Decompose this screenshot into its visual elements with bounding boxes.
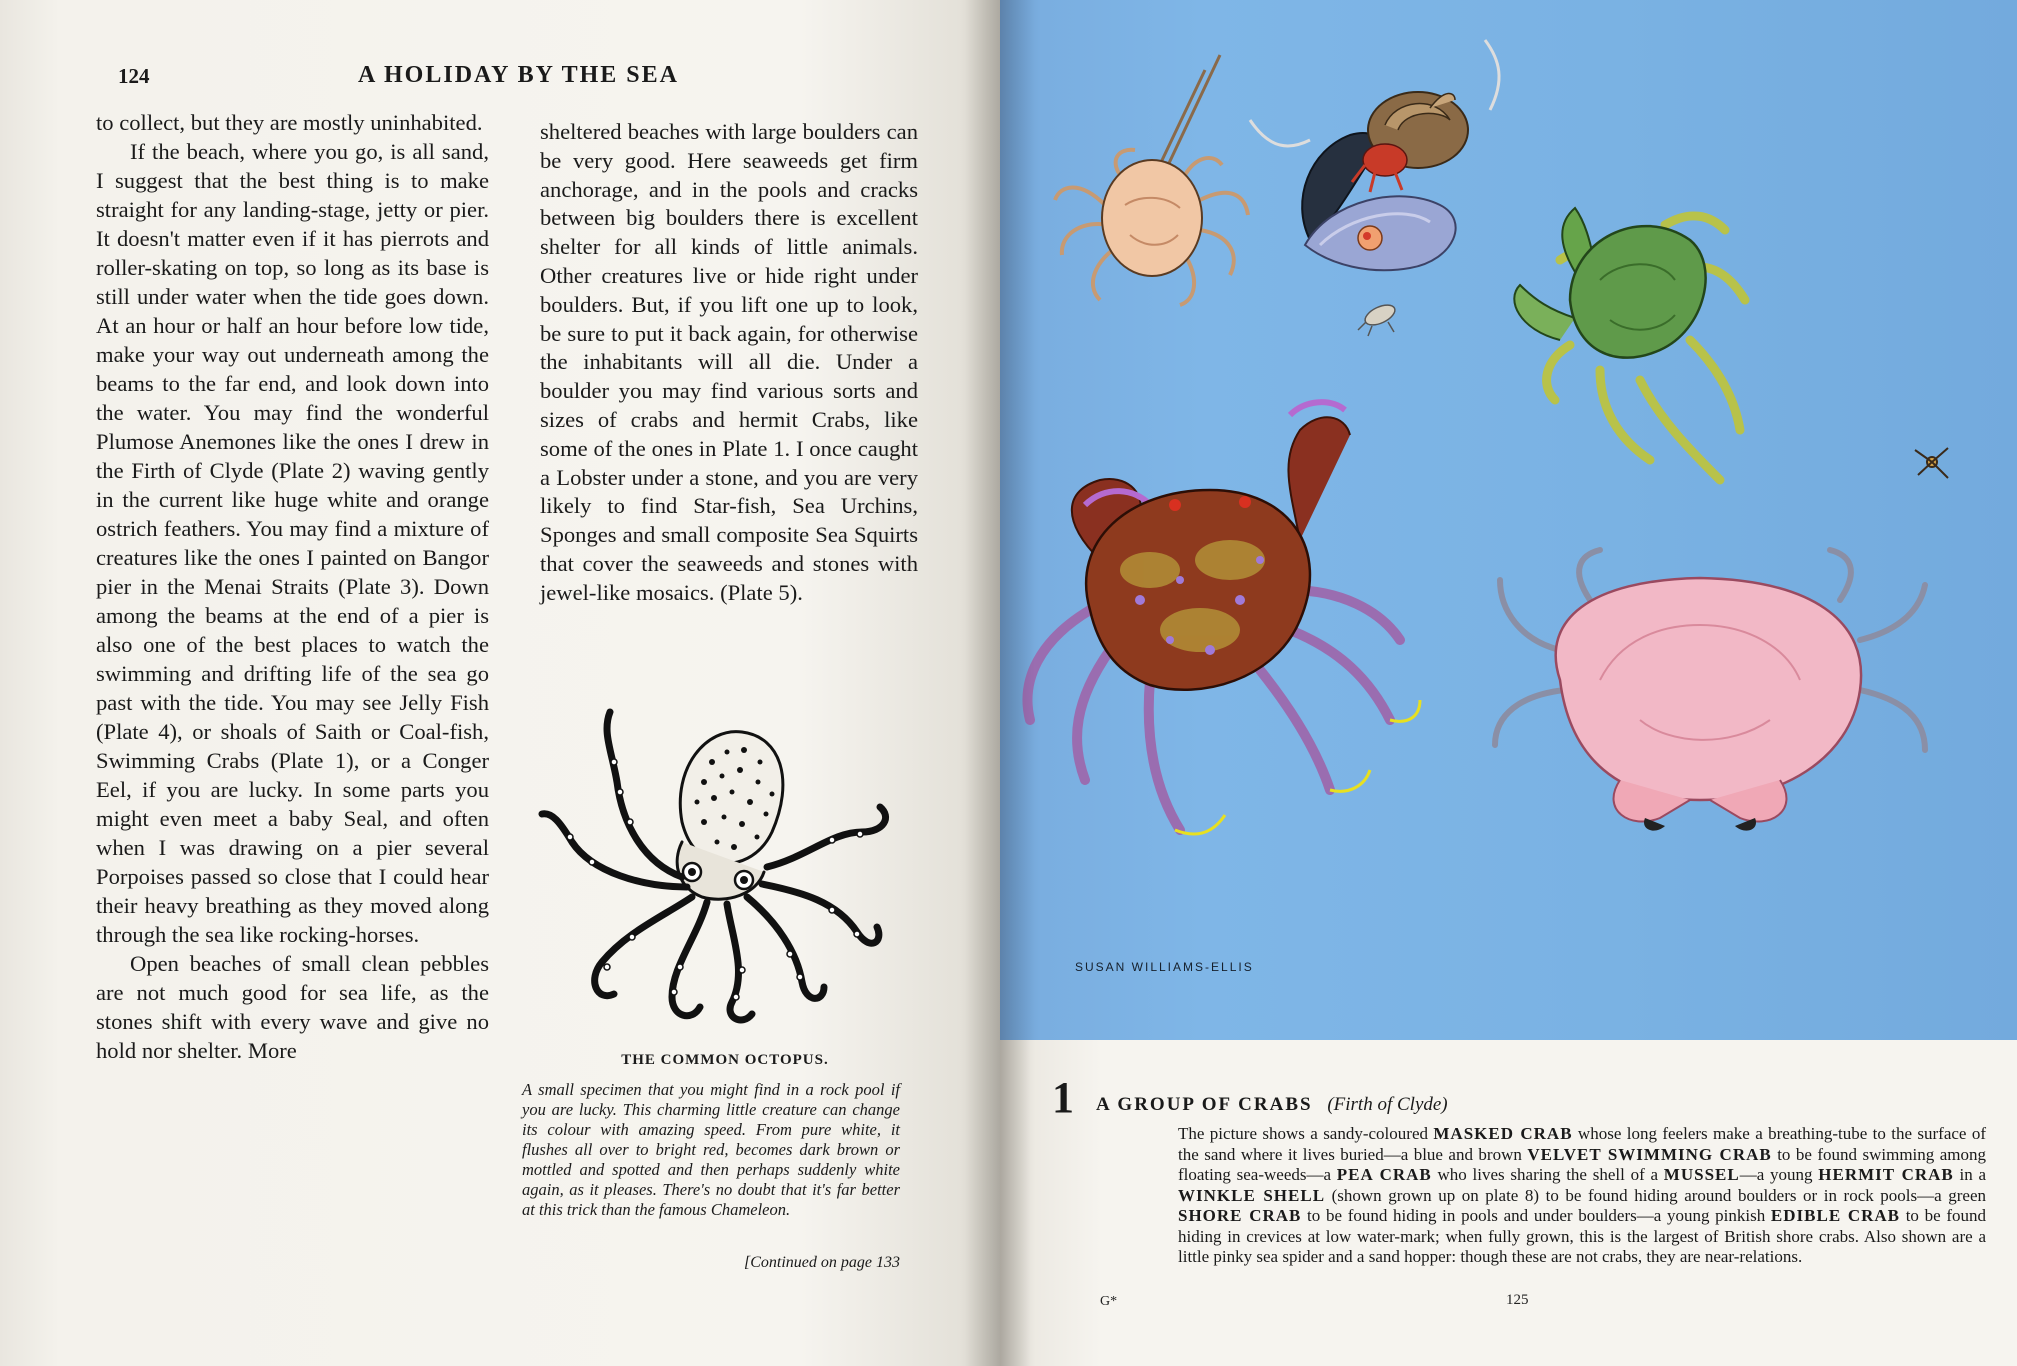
species-name: SHORE CRAB (1178, 1206, 1302, 1225)
sea-spider-illustration (1915, 448, 1948, 478)
plate-illustration (1000, 0, 2017, 1040)
artist-signature: SUSAN WILLIAMS-ELLIS (1075, 960, 1254, 974)
caption-text: in a (1953, 1165, 1987, 1184)
species-name: WINKLE SHELL (1178, 1185, 1326, 1205)
caption-text: whose long feelers make a breathing-tube to the surface of the sand where it lives buried—a blue and brown (1178, 1124, 1986, 1164)
species-name: MUSSEL (1663, 1165, 1740, 1184)
octopus-illustration (532, 672, 902, 1042)
text-column-2 (540, 118, 918, 608)
figure-title: THE COMMON OCTOPUS. (621, 1052, 829, 1068)
caption-text: to be found hiding in crevices at low water-mark; when fully grown, this is the largest of British shore crabs. Also shown are a little pinky sea spider and a sand hopper: though these are not crabs, they are near-relations. (1178, 1206, 1987, 1266)
right-page (1000, 0, 2017, 1366)
running-head (118, 62, 978, 102)
masked-crab-illustration (1055, 55, 1248, 305)
caption-text: —a young (1739, 1165, 1819, 1184)
running-title: A HOLIDAY BY THE SEA (358, 62, 679, 88)
plate-location: (Firth of Clyde) (1327, 1094, 1448, 1115)
plate-title (1096, 1094, 1448, 1116)
paragraph: to collect, but they are mostly uninhabited. (96, 110, 483, 135)
paragraph: sheltered beaches with large boulders can be very good. Here seaweeds get firm anchorage, and in the pools and cracks between big boulders there is excellent shelter for all kinds of little animals. Other creatures live or hide right under boulders. But, if you lift one up to look, be sure to put it back again, for otherwise the inhabitants will all die. Under a boulder you may find various sorts and sizes of crabs and hermit Crabs, like some of the ones in Plate 1. I once caught a Lobster under a stone, and you are very likely to find Star-fish, Sea Urchins, Sponges and small composite Sea Squirts that cover the seaweeds and stones with jewel-like mosaics. (Plate 5). (540, 119, 918, 605)
plate-caption (1178, 1124, 1986, 1268)
hermit-crab-in-winkle-illustration (1250, 40, 1499, 192)
plate-number: 1 (1052, 1073, 1074, 1122)
paragraph: Open beaches of small clean pebbles are not much good for sea life, as the stones shift with every wave and give no hold nor shelter. More (96, 951, 489, 1063)
shore-crab-illustration (1514, 208, 1745, 480)
caption-text: to be found swimming among floating sea-weeds—a (1178, 1144, 1986, 1184)
species-name: EDIBLE CRAB (1770, 1206, 1901, 1225)
plate-title-text: A GROUP OF CRABS (1096, 1094, 1313, 1115)
caption-text: (shown grown up on plate 8) to be found hiding around boulders or in rock pools—a green (1325, 1185, 1986, 1205)
page-number-right: 125 (1506, 1292, 1529, 1308)
figure-caption: A small specimen that you might find in a rock pool if you are lucky. This charming little creature can change its colour with amazing speed. From pure white, it flushes all over to bright red, becomes dark brown or mottled and spotted and then perhaps suddenly white again, as it pleases. There's no doubt that it's far better at this trick than the famous Chameleon. (522, 1080, 900, 1219)
sand-hopper-illustration (1358, 301, 1398, 336)
species-name: HERMIT CRAB (1818, 1165, 1954, 1184)
species-name: VELVET SWIMMING CRAB (1527, 1144, 1772, 1164)
velvet-swimming-crab-illustration (1028, 402, 1421, 834)
signature-mark: G* (1100, 1294, 1118, 1309)
color-plate (1000, 0, 2017, 1040)
text-column-1 (96, 108, 489, 1065)
caption-text: to be found hiding in pools and under boulders—a young pinkish (1301, 1206, 1771, 1225)
species-name: MASKED CRAB (1433, 1124, 1573, 1143)
caption-text: who lives sharing the shell of a (1431, 1165, 1664, 1184)
paragraph: If the beach, where you go, is all sand, I suggest that the best thing is to make straight for any landing-stage, jetty or pier. It doesn't matter even if it has pierrots and roller-skating on top, so long as its base is still under water when the tide goes down. At an hour or half an hour before low tide, make your way out underneath among the beams to the far end, and look down into the water. You may find the wonderful Plumose Anemones like the ones I drew in the Firth of Clyde (Plate 2) waving gently in the current like huge white and orange ostrich feathers. You may find a mixture of creatures like the ones I painted on Bangor pier in the Menai Straits (Plate 3). Down among the beams at the end of a pier is also one of the best places to watch the swimming and drifting life of the sea go past with the tide. You may see Jelly Fish (Plate 4), or shoals of Saith or Coal-fish, Swimming Crabs (Plate 1), or a Conger Eel, if you are lucky. In some parts you might even meet a baby Seal, and often when I was drawing on a pier several Porpoises passed so close that I could hear their heavy breathing as they moved along through the sea like rocking-horses. (96, 139, 489, 947)
left-page (0, 0, 1000, 1366)
edible-crab-illustration (1495, 550, 1925, 831)
species-name: PEA CRAB (1336, 1165, 1432, 1184)
continued-note: [Continued on page 133 (744, 1254, 900, 1271)
page-number-left: 124 (118, 64, 150, 88)
caption-text: The picture shows a sandy-coloured (1178, 1124, 1434, 1143)
